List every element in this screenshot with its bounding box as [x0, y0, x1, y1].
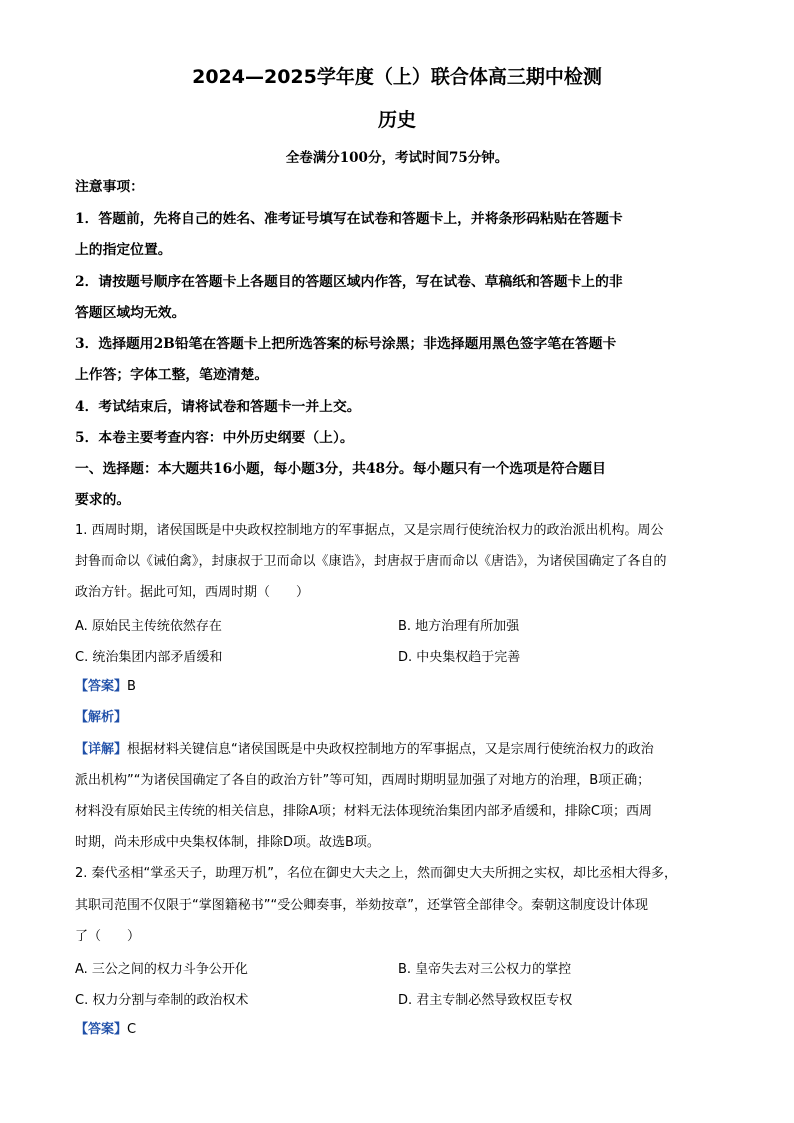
question-2-option-a: A. 三公之间的权力斗争公开化: [75, 962, 248, 977]
question-2-stem: 其职司范围不仅限于“掌图籍秘书”“受公卿奏事，举劾按章”，还掌管全部律令。秦朝这制度设计体现: [75, 898, 648, 913]
answer-tag: 【答案】: [75, 1022, 128, 1037]
question-2-answer: [75, 1020, 725, 1040]
detail-tag: 【详解】: [75, 742, 128, 757]
question-1-stem: 封鲁而命以《诫伯禽》，封康叔于卫而命以《康诰》，封唐叔于唐而命以《唐诰》，为诸侯国确定了各自的: [75, 554, 667, 569]
notes-line: 4．考试结束后，请将试卷和答题卡一并上交。: [75, 399, 361, 415]
exam-subject: 历史: [377, 109, 416, 131]
question-1-detail: 派出机构”“为诸侯国确定了各自的政治方针”等可知，西周时期明显加强了对地方的治理，B项正确；: [75, 773, 651, 788]
detail-text: 根据材料关键信息“诸侯国既是中央政权控制地方的军事据点，又是宗周行使统治权力的政治: [127, 742, 654, 757]
exam-subtitle: 全卷满分100分，考试时间75分钟。: [285, 150, 509, 166]
answer-value: B: [127, 679, 136, 694]
question-1-detail: [75, 740, 725, 760]
question-1-stem: 政治方针。据此可知，西周时期（ ）: [75, 585, 310, 600]
question-2-stem: 了（ ）: [75, 929, 141, 944]
question-2-stem: 2. 秦代丞相“掌丞天子，助理万机”，名位在御史大夫之上，然而御史大夫所拥之实权，却比丞相大得多，: [75, 866, 678, 881]
notes-line: 2．请按题号顺序在答题卡上各题目的答题区域内作答，写在试卷、草稿纸和答题卡上的非: [75, 274, 623, 290]
question-1-answer: [75, 677, 725, 697]
question-1-option-c: C. 统治集团内部矛盾缓和: [75, 650, 223, 665]
question-1-stem: 1. 西周时期，诸侯国既是中央政权控制地方的军事据点，又是宗周行使统治权力的政治派出机构。周公: [75, 523, 664, 538]
notes-line: 1．答题前，先将自己的姓名、准考证号填写在试卷和答题卡上，并将条形码粘贴在答题卡: [75, 211, 623, 227]
question-2-option-c: C. 权力分割与牵制的政治权术: [75, 993, 249, 1008]
question-2-option-b: B. 皇帝失去对三公权力的掌控: [398, 962, 572, 977]
section-heading: 要求的。: [75, 492, 131, 508]
notes-line: 答题区域均无效。: [75, 305, 186, 321]
answer-tag: 【答案】: [75, 679, 128, 694]
notes-line: 3．选择题用2B铅笔在答题卡上把所选答案的标号涂黑；非选择题用黑色签字笔在答题卡: [75, 336, 617, 352]
question-1-option-d: D. 中央集权趋于完善: [398, 650, 521, 665]
exam-title: 2024—2025学年度（上）联合体高三期中检测: [192, 66, 602, 88]
question-1-detail: 材料没有原始民主传统的相关信息，排除A项；材料无法体现统治集团内部矛盾缓和，排除C项；西周: [75, 804, 652, 819]
notes-line: 上作答；字体工整，笔迹清楚。: [75, 367, 269, 383]
question-1-option-a: A. 原始民主传统依然存在: [75, 619, 222, 634]
question-1-detail: 时期，尚未形成中央集权体制，排除D项。故选B项。: [75, 835, 380, 850]
analysis-tag: 【解析】: [75, 710, 128, 725]
question-1-analysis-heading: [75, 708, 725, 728]
section-heading: 一、选择题：本大题共16小题，每小题3分，共48分。每小题只有一个选项是符合题目: [75, 461, 606, 477]
answer-value: C: [127, 1022, 137, 1037]
question-1-option-b: B. 地方治理有所加强: [398, 619, 520, 634]
question-2-option-d: D. 君主专制必然导致权臣专权: [398, 993, 573, 1008]
notes-heading: 注意事项：: [75, 179, 144, 195]
notes-line: 5．本卷主要考查内容：中外历史纲要（上）。: [75, 430, 354, 446]
notes-line: 上的指定位置。: [75, 242, 172, 258]
